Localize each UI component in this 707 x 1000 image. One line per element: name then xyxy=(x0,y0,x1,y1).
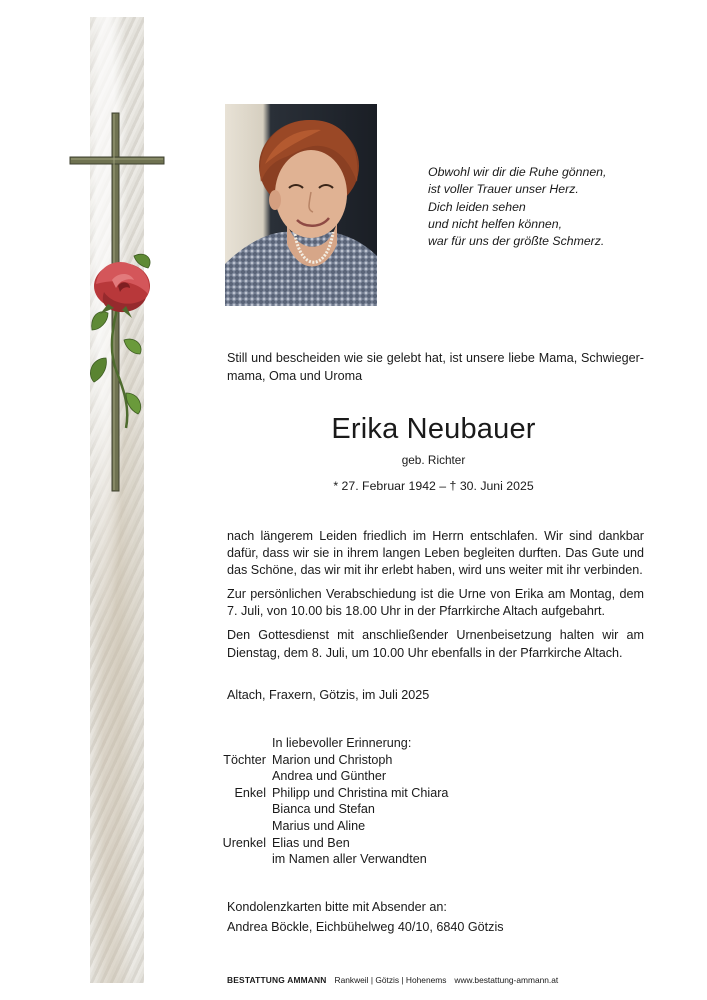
mourner-row xyxy=(218,818,448,835)
mourner-role xyxy=(218,818,272,835)
portrait-photo xyxy=(225,104,377,306)
mourner-role: Enkel xyxy=(234,785,266,800)
condolence-info xyxy=(227,897,504,937)
mourner-row xyxy=(218,752,448,769)
paragraph-viewing: Zur persönlichen Verabschiedung ist die Urne von Erika am Montag, dem 7. Juli, von 10.00 bis 18.00 Uhr in der Pfarrkirche Altach aufgebahrt. xyxy=(227,587,644,619)
mourner-name: im Namen aller Verwandten xyxy=(272,852,427,867)
funeral-home-brand: BESTATTUNG AMMANN xyxy=(227,975,327,985)
mourner-name: Philipp und Christina mit Chiara xyxy=(272,785,449,800)
mourner-name: Marion und Christoph xyxy=(272,752,393,767)
mourner-name: Marius und Aline xyxy=(272,818,366,833)
memorial-poem xyxy=(428,164,668,250)
mourner-row xyxy=(218,835,448,852)
maiden-name: geb. Richter xyxy=(401,453,466,467)
poem-line: war für uns der größte Schmerz. xyxy=(428,234,605,249)
life-dates: * 27. Februar 1942 – † 30. Juni 2025 xyxy=(333,479,534,493)
poem-line: ist voller Trauer unser Herz. xyxy=(428,182,579,197)
poem-line: Obwohl wir dir die Ruhe gönnen, xyxy=(428,165,607,179)
mourner-row xyxy=(218,851,448,868)
condolence-address: Andrea Böckle, Eichbühelweg 40/10, 6840 Götzis xyxy=(227,920,504,934)
paragraph-passing: nach längerem Leiden friedlich im Herrn entschlafen. Wir sind dankbar dafür, dass wir sie in ihrem langen Leben begleiten durften. Das Gute und das Schöne, das wir mit ihr erlebt haben, wird uns weiter mit ihr verbinden. xyxy=(227,529,644,578)
mourners-list xyxy=(218,735,448,868)
place-date: Altach, Fraxern, Götzis, im Juli 2025 xyxy=(227,688,430,702)
mourner-row xyxy=(218,785,448,802)
mourner-role: Töchter xyxy=(223,752,266,767)
funeral-home-locations: Rankweil | Götzis | Hohenems xyxy=(334,975,447,985)
mourners-heading: In liebevoller Erinnerung: xyxy=(272,736,412,750)
mourner-row xyxy=(218,768,448,785)
mourner-row xyxy=(218,801,448,818)
poem-line: Dich leiden sehen xyxy=(428,199,526,214)
mourner-role xyxy=(218,851,272,868)
footer xyxy=(227,975,558,986)
mourner-role: Urenkel xyxy=(222,835,266,850)
poem-line: und nicht helfen können, xyxy=(428,216,563,231)
mourner-role xyxy=(218,768,272,785)
paragraph-service: Den Gottesdienst mit anschließender Urnenbeisetzung halten wir am Dienstag, dem 8. Juli, um 10.00 Uhr ebenfalls in der Pfarrkirche Altach. xyxy=(227,628,644,660)
mourner-name: Elias und Ben xyxy=(272,835,350,850)
condolence-instruction: Kondolenzkarten bitte mit Absender an: xyxy=(227,900,447,914)
announcement-body xyxy=(227,528,644,669)
mourner-name: Bianca und Stefan xyxy=(272,802,375,817)
mourner-name: Andrea und Günther xyxy=(272,769,387,784)
cross-with-rose-icon xyxy=(68,108,166,493)
mourner-role xyxy=(218,801,272,818)
deceased-name: Erika Neubauer xyxy=(331,413,536,445)
funeral-home-website[interactable]: www.bestattung-ammann.at xyxy=(454,975,559,985)
mourners-heading-row xyxy=(218,735,448,752)
intro-text: Still und bescheiden wie sie gelebt hat, ist unsere liebe Mama, Schwieger-mama, Oma und Uroma xyxy=(227,351,644,383)
